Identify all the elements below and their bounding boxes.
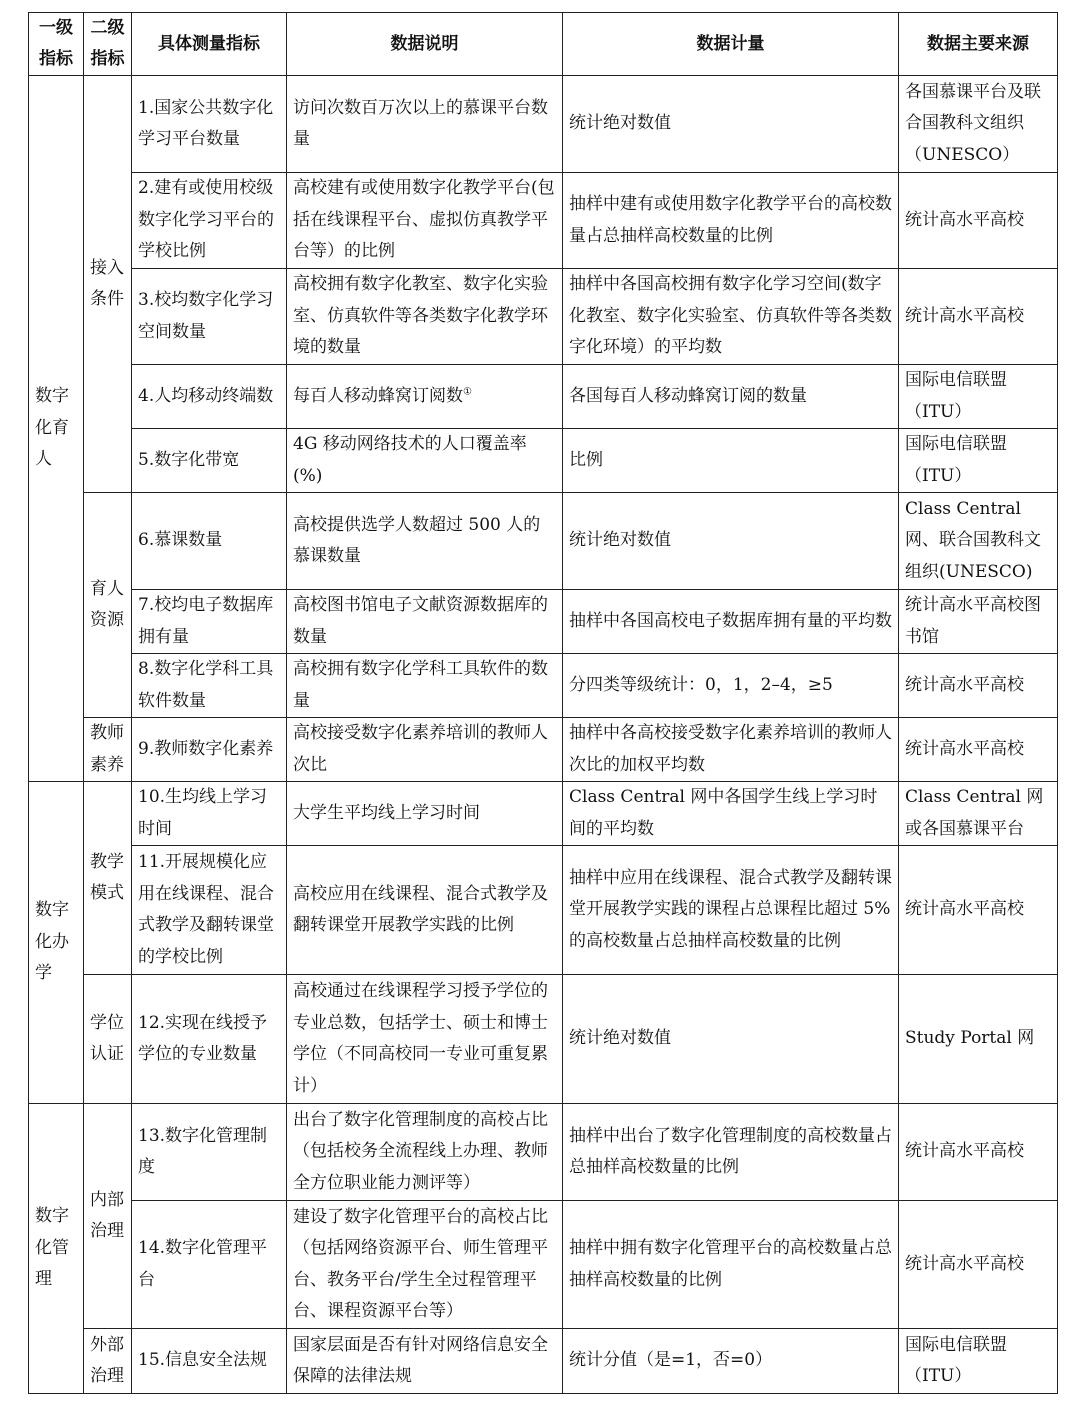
table-row [29, 1329, 1058, 1394]
level2-cell: 教师素养 [84, 718, 132, 782]
level2-cell: 育人资源 [84, 493, 132, 718]
description-cell: 建设了数字化管理平台的高校占比（包括网络资源平台、师生管理平台、教务平台/学生全过程管理平台、课程资源平台等） [287, 1201, 563, 1329]
table-row [29, 975, 1058, 1104]
header-level1: 一级指标 [29, 13, 84, 76]
measure-cell: 统计绝对数值 [563, 76, 899, 173]
indicator-cell: 5.数字化带宽 [132, 429, 287, 493]
description-cell: 访问次数百万次以上的慕课平台数量 [287, 76, 563, 173]
table-row [29, 493, 1058, 590]
measure-cell: 抽样中各国高校电子数据库拥有量的平均数 [563, 590, 899, 654]
description-cell: 每百人移动蜂窝订阅数① [287, 365, 563, 429]
indicator-cell: 15.信息安全法规 [132, 1329, 287, 1394]
description-cell: 高校建有或使用数字化教学平台(包括在线课程平台、虚拟仿真教学平台等）的比例 [287, 173, 563, 269]
source-cell: 统计高水平高校图书馆 [899, 590, 1058, 654]
level1-cell: 数字化办学 [29, 782, 84, 1104]
description-cell: 4G 移动网络技术的人口覆盖率(%) [287, 429, 563, 493]
measure-cell: 比例 [563, 429, 899, 493]
measure-cell: 抽样中出台了数字化管理制度的高校数量占总抽样高校数量的比例 [563, 1104, 899, 1201]
source-cell: 统计高水平高校 [899, 269, 1058, 365]
table-row [29, 1201, 1058, 1329]
indicator-cell: 9.教师数字化素养 [132, 718, 287, 782]
header-row [29, 13, 1058, 76]
measure-cell: 统计分值（是=1，否=0） [563, 1329, 899, 1394]
source-cell: 各国慕课平台及联合国教科文组织（UNESCO） [899, 76, 1058, 173]
measure-cell: 抽样中各国高校拥有数字化学习空间(数字化教室、数字化实验室、仿真软件等各类数字化环境）的平均数 [563, 269, 899, 365]
description-cell: 高校拥有数字化学科工具软件的数量 [287, 654, 563, 718]
table-row [29, 269, 1058, 365]
table-row [29, 365, 1058, 429]
level1-cell: 数字化育人 [29, 76, 84, 782]
measure-cell: Class Central 网中各国学生线上学习时间的平均数 [563, 782, 899, 846]
description-cell: 大学生平均线上学习时间 [287, 782, 563, 846]
header-description: 数据说明 [287, 13, 563, 76]
measure-cell: 统计绝对数值 [563, 975, 899, 1104]
table-row [29, 782, 1058, 846]
indicator-cell: 11.开展规模化应用在线课程、混合式教学及翻转课堂的学校比例 [132, 846, 287, 975]
measure-cell: 抽样中拥有数字化管理平台的高校数量占总抽样高校数量的比例 [563, 1201, 899, 1329]
level2-cell: 接入条件 [84, 76, 132, 493]
description-cell: 出台了数字化管理制度的高校占比（包括校务全流程线上办理、教师全方位职业能力测评等） [287, 1104, 563, 1201]
source-cell: 国际电信联盟（ITU） [899, 1329, 1058, 1394]
indicator-cell: 6.慕课数量 [132, 493, 287, 590]
header-level2: 二级指标 [84, 13, 132, 76]
table-row [29, 846, 1058, 975]
description-cell: 高校接受数字化素养培训的教师人次比 [287, 718, 563, 782]
table-row [29, 173, 1058, 269]
footnote-mark: ① [463, 386, 472, 398]
level2-cell: 教学模式 [84, 782, 132, 975]
table-row [29, 590, 1058, 654]
description-cell: 高校应用在线课程、混合式教学及翻转课堂开展教学实践的比例 [287, 846, 563, 975]
description-cell: 高校图书馆电子文献资源数据库的数量 [287, 590, 563, 654]
measure-cell: 抽样中各高校接受数字化素养培训的教师人次比的加权平均数 [563, 718, 899, 782]
header-source: 数据主要来源 [899, 13, 1058, 76]
source-cell: 统计高水平高校 [899, 1201, 1058, 1329]
indicator-cell: 10.生均线上学习时间 [132, 782, 287, 846]
source-cell: 国际电信联盟（ITU） [899, 429, 1058, 493]
indicator-cell: 13.数字化管理制度 [132, 1104, 287, 1201]
table-row [29, 654, 1058, 718]
source-cell: Class Central 网或各国慕课平台 [899, 782, 1058, 846]
indicator-cell: 7.校均电子数据库拥有量 [132, 590, 287, 654]
measure-cell: 抽样中建有或使用数字化教学平台的高校数量占总抽样高校数量的比例 [563, 173, 899, 269]
description-cell: 高校通过在线课程学习授予学位的专业总数，包括学士、硕士和博士学位（不同高校同一专业可重复累计） [287, 975, 563, 1104]
description-cell: 高校拥有数字化教室、数字化实验室、仿真软件等各类数字化教学环境的数量 [287, 269, 563, 365]
source-cell: 统计高水平高校 [899, 173, 1058, 269]
source-cell: Study Portal 网 [899, 975, 1058, 1104]
table-row [29, 76, 1058, 173]
source-cell: 国际电信联盟（ITU） [899, 365, 1058, 429]
header-indicator: 具体测量指标 [132, 13, 287, 76]
measure-cell: 各国每百人移动蜂窝订阅的数量 [563, 365, 899, 429]
indicator-cell: 1.国家公共数字化学习平台数量 [132, 76, 287, 173]
header-measure: 数据计量 [563, 13, 899, 76]
source-cell: 统计高水平高校 [899, 654, 1058, 718]
source-cell: 统计高水平高校 [899, 1104, 1058, 1201]
table-row [29, 1104, 1058, 1201]
level1-cell: 数字化管理 [29, 1104, 84, 1394]
measure-cell: 统计绝对数值 [563, 493, 899, 590]
indicator-cell: 2.建有或使用校级数字化学习平台的学校比例 [132, 173, 287, 269]
description-cell: 国家层面是否有针对网络信息安全保障的法律法规 [287, 1329, 563, 1394]
indicator-cell: 12.实现在线授予学位的专业数量 [132, 975, 287, 1104]
indicator-cell: 3.校均数字化学习空间数量 [132, 269, 287, 365]
source-cell: 统计高水平高校 [899, 846, 1058, 975]
indicator-cell: 8.数字化学科工具软件数量 [132, 654, 287, 718]
table-row [29, 429, 1058, 493]
table-row [29, 718, 1058, 782]
source-cell: Class Central 网、联合国教科文组织(UNESCO) [899, 493, 1058, 590]
source-cell: 统计高水平高校 [899, 718, 1058, 782]
indicator-table [28, 12, 1058, 1394]
level2-cell: 内部治理 [84, 1104, 132, 1329]
level2-cell: 外部治理 [84, 1329, 132, 1394]
description-cell: 高校提供选学人数超过 500 人的慕课数量 [287, 493, 563, 590]
measure-cell: 分四类等级统计：0，1，2–4，≥5 [563, 654, 899, 718]
measure-cell: 抽样中应用在线课程、混合式教学及翻转课堂开展教学实践的课程占总课程比超过 5%的高校数量占总抽样高校数量的比例 [563, 846, 899, 975]
indicator-cell: 14.数字化管理平台 [132, 1201, 287, 1329]
level2-cell: 学位认证 [84, 975, 132, 1104]
indicator-cell: 4.人均移动终端数 [132, 365, 287, 429]
